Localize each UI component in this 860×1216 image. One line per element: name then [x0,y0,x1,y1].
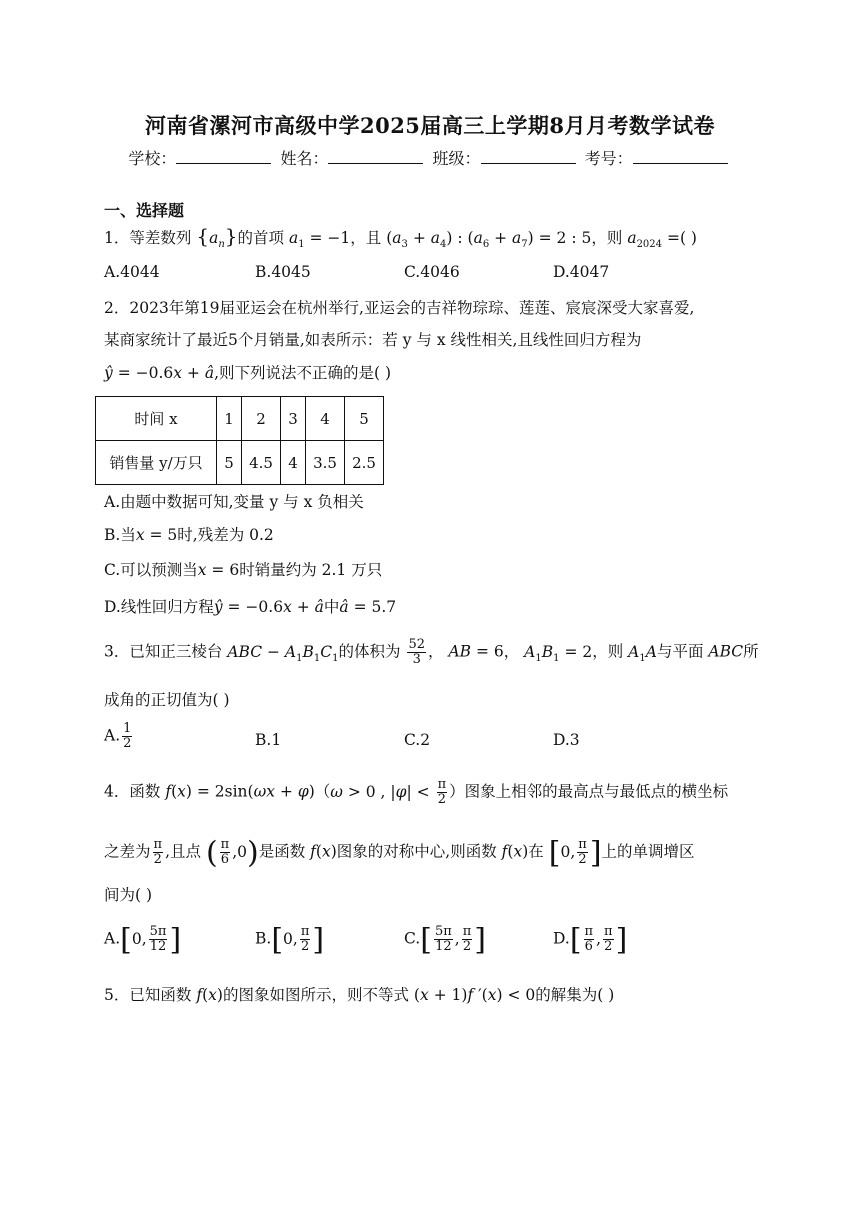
table-cell: 2 [242,397,281,441]
sales-table [95,396,384,485]
q1-option-c[interactable]: C.4046 [404,263,460,281]
math-regression: ŷ = −0.6x + â [104,364,215,382]
question-text: 的解集为( ) [535,986,615,1004]
q1-option-b[interactable]: B.4045 [255,263,311,281]
q2-option-b[interactable] [104,523,274,545]
q1-option-a[interactable]: A.4044 [104,263,160,281]
table-row [96,441,384,485]
math-ratio: $(a_3 + a_4)$ : $(a_6 + a_7) = 2$ : 5 [386,229,592,251]
math-inequality: (x + 1)f ′(x) < 0 [413,986,536,1004]
question-text: ,且点 [165,842,201,861]
question-number: 1． [104,229,130,247]
question-text: 的体积为 [338,642,401,661]
question-text: 函数 [129,782,161,801]
school-label: 学校： [128,149,177,168]
school-blank [176,149,271,164]
q3-option-b[interactable]: B.1 [255,731,282,749]
question-text: 与平面 [656,642,704,661]
name-label: 姓名： [280,149,329,168]
question-2-line-1: 2．2023年第19届亚运会在杭州举行,亚运会的吉祥物琮琮、莲莲、宸宸深受大家喜爱, [104,299,695,317]
question-text: 等差数列 [129,229,192,247]
math-interval: [0, $\frac{5\pi}{12}$ ] [120,922,182,957]
question-text: 已知函数 [129,986,192,1004]
exam-title: 河南省漯河市高级中学2025届高三上学期8月月考数学试卷 [144,113,716,138]
question-text: ，则 [592,642,624,661]
math-pi-half: $\frac{\pi}{2}$ [153,837,163,867]
question-text: 图象的对称中心,则函数 [336,842,497,861]
math-interval: [0, $\frac{\pi}{2}$ ] [271,922,325,957]
option-text: 中 [323,598,340,616]
table-cell: 4.5 [242,441,281,485]
question-text: 图象上相邻的最高点与最低点的横坐标 [464,782,729,801]
math-conditions: ω > 0 , |φ| < $\frac{\pi}{2}$ [330,777,447,807]
math-fx: f(x) [501,842,529,861]
table-cell: 1 [217,397,242,441]
name-blank [328,149,423,164]
math-fx: f(x) [196,986,223,1004]
q2-option-c[interactable] [104,558,382,580]
q3-option-d[interactable]: D.3 [553,731,580,749]
question-4-line-2 [104,835,695,870]
question-text: 所 [743,642,759,661]
class-blank [481,149,576,164]
table-header-cell: 销售量 y/万只 [96,441,217,485]
option-text: C.可以预测当 [104,561,198,579]
question-text: 在 [528,842,544,861]
q3-option-a[interactable] [104,722,134,751]
class-label: 班级： [432,149,481,168]
math-point: ( $\frac{\pi}{6}$ ,0) [205,835,259,870]
student-info-line [0,146,860,169]
math-half: $\frac{1}{2}$ [123,721,132,751]
math-sequence: $\{a_n\}$ [196,224,238,251]
q4-option-a[interactable] [104,922,181,957]
question-4-line-3: 间为( ) [104,886,153,904]
option-text: D. [553,929,570,948]
table-cell: 3.5 [306,441,345,485]
question-1 [104,224,697,250]
math-a1b1: $A_1B_1 = 2$ [524,642,593,664]
question-3: 3．已知正三棱台 ABC − $A_1B_1C_1$的体积为 $\frac{52}{3}$ ， AB = 6， $A_1B_1 = 2$，则 $A_1A$与平面 ABC所 [104,637,759,667]
section-heading: 一、选择题 [104,201,185,220]
math-x6: x = 6 [197,561,240,579]
question-text: ，则 [591,229,623,247]
question-text: 的图象如图所示，则不等式 [222,986,409,1004]
question-2-line-3 [104,361,391,383]
question-2-line-2: 某商家统计了最近5个月销量,如表所示：若 y 与 x 线性相关,且线性回归方程为 [104,331,642,349]
math-ab: AB = 6 [448,642,504,661]
table-cell: 5 [345,397,384,441]
option-text: B. [255,929,272,948]
q1-option-d[interactable]: D.4047 [553,263,610,281]
math-frustum: ABC − $A_1B_1C_1$ [227,642,339,664]
table-cell: 5 [217,441,242,485]
table-row [96,397,384,441]
option-text: A. [104,726,121,745]
exam-number-blank [633,149,728,164]
math-first-term: $a_1 = -1$ [288,229,351,251]
option-text: 时,残差为 0.2 [177,526,274,544]
question-text: 已知正三棱台 [129,642,223,661]
question-text: 是函数 [258,842,306,861]
table-cell: 2.5 [345,441,384,485]
option-text: A. [104,929,121,948]
q4-option-b[interactable] [255,922,324,957]
question-number: 4． [104,782,130,801]
table-cell: 3 [281,397,306,441]
math-x5: x = 5 [135,526,178,544]
question-text: 上的单调增区 [601,842,695,861]
question-text: 的首项 [237,229,285,247]
q3-option-c[interactable]: C.2 [404,731,431,749]
math-a1a: $A_1A$ [628,642,657,664]
math-volume: $\frac{52}{3}$ [408,637,425,667]
table-cell: 4 [281,441,306,485]
question-number: 3． [104,642,130,661]
option-text: B.当 [104,526,136,544]
q2-option-a[interactable]: A.由题中数据可知,变量 y 与 x 负相关 [104,493,364,511]
math-interval: [ $\frac{5\pi}{12}$ , $\frac{\pi}{2}$ ] [420,922,486,957]
math-target: $a_{2024}$ = [627,229,680,251]
q4-option-d[interactable] [553,922,627,957]
table-cell: 4 [306,397,345,441]
math-interval: [ $\frac{\pi}{6}$ , $\frac{\pi}{2}$ ] [569,922,628,957]
math-function: f(x) = 2sin(ωx + φ) [165,782,315,801]
q2-option-d[interactable] [104,595,396,617]
question-text: ( ) [679,229,697,247]
question-text: ，且 [350,229,382,247]
question-text: ,则下列说法不正确的是( ) [214,364,392,382]
math-fx: f(x) [310,842,337,861]
question-5 [104,983,614,1005]
math-regression: ŷ = −0.6x + â [213,598,324,616]
math-plane: ABC [708,642,744,661]
math-a-value: â = 5.7 [339,598,397,616]
question-3-line-2: 成角的正切值为( ) [104,691,230,709]
question-text: 之差为 [104,842,151,861]
q4-option-c[interactable] [404,922,486,957]
question-number: 5． [104,986,130,1004]
option-text: C. [404,929,421,948]
table-header-cell: 时间 x [96,397,217,441]
math-interval: [0, $\frac{\pi}{2}$ ] [548,835,602,870]
question-4: 4．函数 f(x) = 2sin(ωx + φ)（ω > 0 , |φ| < $\frac{\pi}{2}$ ）图象上相邻的最高点与最低点的横坐标 [104,777,729,807]
option-text: D.线性回归方程 [104,598,214,616]
exam-number-label: 考号： [584,149,633,168]
option-text: 时销量约为 2.1 万只 [239,561,383,579]
